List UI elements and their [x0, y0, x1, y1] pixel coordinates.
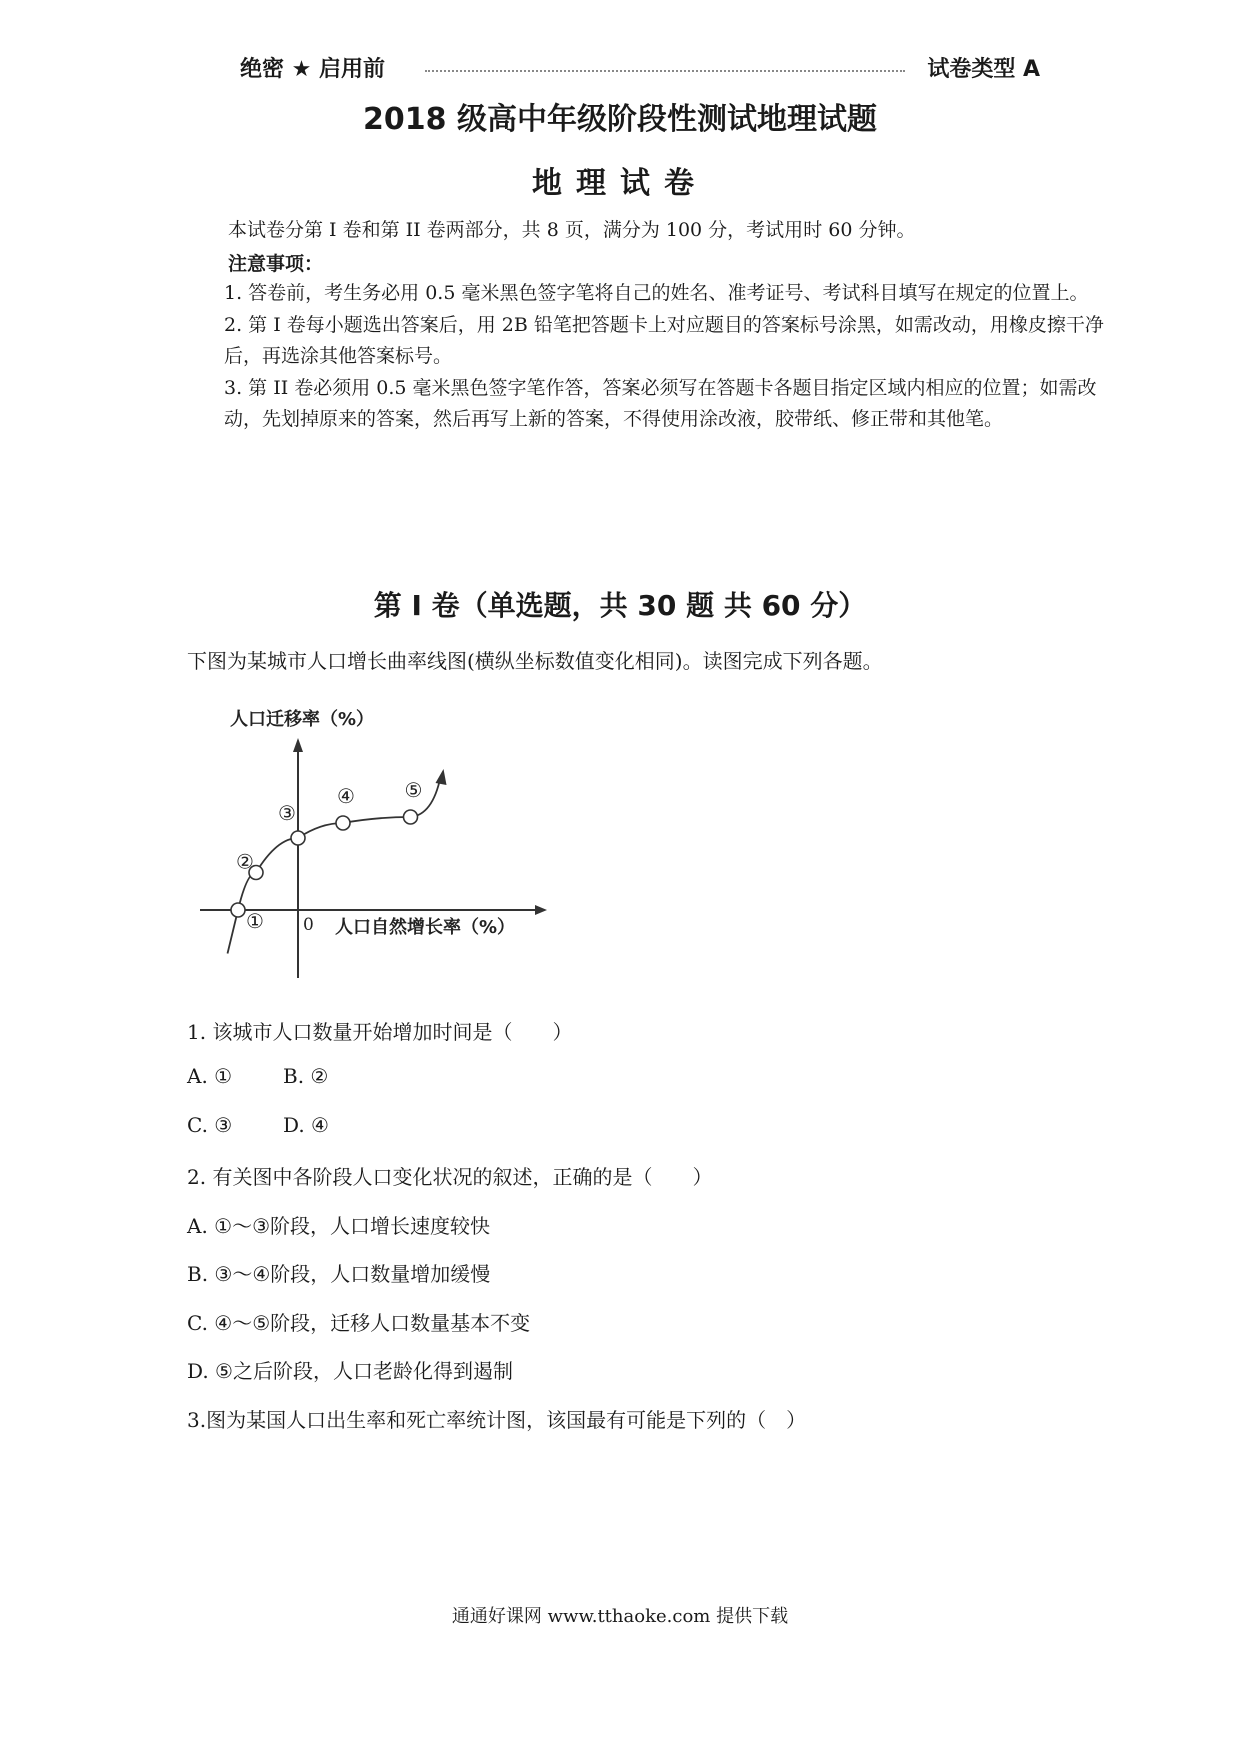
data-point [336, 816, 350, 830]
x-axis-label: 人口自然增长率（%） [335, 917, 516, 938]
curve-arrow [436, 769, 447, 785]
question-2-stem: 2. 有关图中各阶段人口变化状况的叙述，正确的是（ ） [187, 1165, 713, 1189]
population-growth-chart [195, 700, 555, 990]
notes-heading: 注意事项： [228, 253, 324, 275]
section-title: 第 I 卷（单选题，共 30 题 共 60 分） [373, 589, 867, 622]
data-point [404, 810, 418, 824]
point-label: ⑤ [404, 778, 423, 802]
question-1-option-a[interactable]: A. ① [187, 1064, 233, 1088]
point-label: ② [236, 849, 254, 874]
paper-type-label: 试卷类型 A [927, 57, 1040, 82]
question-2-option-d[interactable]: D. ⑤之后阶段，人口老龄化得到遏制 [187, 1359, 513, 1383]
exam-title: 2018 级高中年级阶段性测试地理试题 [363, 102, 877, 137]
y-axis-label: 人口迁移率（%） [230, 709, 375, 730]
question-2-option-a[interactable]: A. ①～③阶段，人口增长速度较快 [187, 1214, 491, 1238]
header-dotted-line [425, 70, 905, 72]
note-item: 3. 第 II 卷必须用 0.5 毫米黑色签字笔作答，答案必须写在答题卡各题目指定区域内相应的位置；如需改动，先划掉原来的答案，然后再写上新的答案，不得使用涂改液，胶带纸、修正带和其他笔。 [224, 377, 1097, 430]
note-item: 1. 答卷前，考生务必用 0.5 毫米黑色签字笔将自己的姓名、准考证号、考试科目填写在规定的位置上。 [224, 282, 1089, 304]
question-1-option-b[interactable]: B. ② [283, 1064, 329, 1088]
question-3-stem: 3.图为某国人口出生率和死亡率统计图，该国最有可能是下列的（ ） [187, 1408, 807, 1432]
data-point [231, 903, 245, 917]
page-header [240, 52, 1040, 86]
point-label: ① [246, 909, 264, 933]
question-1-stem: 1. 该城市人口数量开始增加时间是（ ） [187, 1020, 573, 1044]
note-item: 2. 第 I 卷每小题选出答案后，用 2B 铅笔把答题卡上对应题目的答案标号涂黑，如需改动，用橡皮擦干净后，再选涂其他答案标号。 [224, 314, 1104, 367]
origin-label: 0 [303, 915, 314, 935]
question-1-option-c[interactable]: C. ③ [187, 1113, 233, 1137]
intro-text: 本试卷分第 I 卷和第 II 卷两部分，共 8 页，满分为 100 分，考试用时 60 分钟。 [228, 219, 916, 241]
question-2-option-c[interactable]: C. ④～⑤阶段，迁移人口数量基本不变 [187, 1311, 531, 1335]
notes-block [224, 253, 1104, 436]
y-axis-arrow [293, 738, 303, 752]
data-point [291, 831, 305, 845]
exam-subtitle: 地理试卷 [532, 166, 708, 201]
x-axis-arrow [535, 905, 547, 915]
question-1-option-d[interactable]: D. ④ [283, 1113, 329, 1137]
point-label: ③ [278, 801, 296, 825]
question-2-option-b[interactable]: B. ③～④阶段，人口数量增加缓慢 [187, 1262, 491, 1286]
page-footer: 通通好课网 www.tthaoke.com 提供下载 [451, 1606, 789, 1627]
passage-text: 下图为某城市人口增长曲率线图(横纵坐标数值变化相同)。读图完成下列各题。 [187, 649, 883, 673]
point-label: ④ [337, 784, 355, 808]
confidential-label: 绝密 ★ 启用前 [240, 57, 386, 82]
